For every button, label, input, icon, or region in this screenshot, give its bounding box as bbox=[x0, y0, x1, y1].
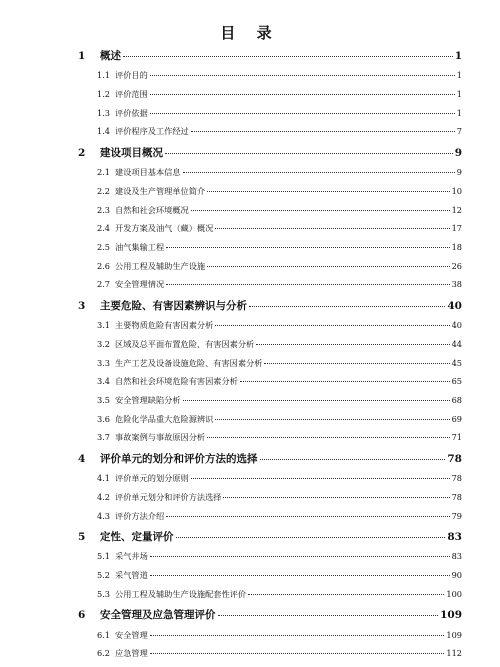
toc-entry-number: 2.2 bbox=[97, 185, 111, 196]
toc-entry-number: 2.3 bbox=[97, 204, 111, 215]
toc-entry-number: 6 bbox=[78, 609, 86, 622]
toc-leader-dots bbox=[248, 594, 444, 595]
toc-leader-dots bbox=[166, 247, 449, 248]
toc-leader-dots bbox=[150, 575, 450, 576]
toc-entry-page: 38 bbox=[451, 279, 462, 290]
toc-leader-dots bbox=[150, 94, 455, 95]
toc-entry-number: 5 bbox=[78, 531, 86, 544]
toc-entry-number: 1.3 bbox=[97, 107, 111, 118]
toc-section-entry[interactable] bbox=[78, 320, 462, 339]
toc-leader-dots bbox=[240, 381, 450, 382]
toc-leader-dots bbox=[165, 153, 453, 154]
toc-section-entry[interactable] bbox=[78, 279, 462, 298]
toc-entry-page: 9 bbox=[456, 167, 462, 178]
toc-entry-page: 112 bbox=[446, 648, 462, 659]
toc-entry-number: 3.2 bbox=[97, 338, 111, 349]
toc-chapter-entry[interactable] bbox=[78, 607, 462, 629]
toc-entry-title: 评价依据 bbox=[115, 107, 148, 118]
toc-entry-number: 4.2 bbox=[97, 491, 111, 502]
toc-section-entry[interactable] bbox=[78, 648, 462, 667]
toc-entry-number: 2.1 bbox=[97, 167, 111, 178]
toc-entry-title: 开发方案及油气（藏）概况 bbox=[115, 223, 214, 234]
toc-entry-page: 9 bbox=[454, 146, 462, 159]
toc-entry-number: 4.1 bbox=[97, 473, 111, 484]
toc-entry-title: 区域及总平面布置危险、有害因素分析 bbox=[115, 338, 255, 349]
toc-section-entry[interactable] bbox=[78, 205, 462, 224]
toc-entry-number: 3.5 bbox=[97, 394, 111, 405]
toc-entry-page: 71 bbox=[451, 432, 462, 443]
toc-entry-page: 78 bbox=[451, 473, 462, 484]
toc-entry-page: 69 bbox=[451, 413, 462, 424]
toc-entry-number: 3.6 bbox=[97, 413, 111, 424]
toc-entry-title: 危险化学品重大危险源辨识 bbox=[115, 413, 214, 424]
toc-entry-page: 65 bbox=[451, 376, 462, 387]
toc-section-entry[interactable] bbox=[78, 511, 462, 530]
toc-leader-dots bbox=[249, 306, 445, 307]
toc-entry-title: 采气井场 bbox=[115, 551, 148, 562]
toc-leader-dots bbox=[150, 75, 455, 76]
toc-entry-page: 45 bbox=[451, 357, 462, 368]
toc-title: 目 录 bbox=[220, 24, 280, 42]
toc-leader-dots bbox=[183, 400, 450, 401]
toc-section-entry[interactable] bbox=[78, 186, 462, 205]
toc-leader-dots bbox=[183, 172, 455, 173]
toc-entry-page: 83 bbox=[447, 531, 462, 544]
toc-section-entry[interactable] bbox=[78, 551, 462, 570]
toc-section-entry[interactable] bbox=[78, 589, 462, 608]
toc-entry-title: 安全管理缺陷分析 bbox=[115, 394, 181, 405]
toc-entry-number: 2 bbox=[78, 146, 86, 159]
toc-entry-title: 评价单元的划分原则 bbox=[115, 473, 189, 484]
toc-chapter-entry[interactable] bbox=[78, 298, 462, 320]
toc-leader-dots bbox=[166, 516, 449, 517]
toc-leader-dots bbox=[207, 437, 450, 438]
toc-entry-page: 109 bbox=[446, 629, 462, 640]
toc-entry-number: 4.3 bbox=[97, 510, 111, 521]
toc-leader-dots bbox=[218, 615, 439, 616]
toc-entry-page: 40 bbox=[447, 299, 462, 312]
toc-leader-dots bbox=[191, 478, 450, 479]
toc-section-entry[interactable] bbox=[78, 70, 462, 89]
toc-entry-number: 3.4 bbox=[97, 376, 111, 387]
toc-section-entry[interactable] bbox=[78, 376, 462, 395]
toc-entry-title: 评价程序及工作经过 bbox=[115, 126, 189, 137]
toc-section-entry[interactable] bbox=[78, 570, 462, 589]
toc-entry-page: 100 bbox=[446, 588, 462, 599]
toc-entry-title: 建设及生产管理单位简介 bbox=[115, 185, 206, 196]
toc-entry-title: 主要物质危险有害因素分析 bbox=[115, 320, 214, 331]
toc-entry-title: 评价范围 bbox=[115, 88, 148, 99]
toc-section-entry[interactable] bbox=[78, 395, 462, 414]
toc-entry-page: 26 bbox=[451, 260, 462, 271]
toc-entry-page: 12 bbox=[451, 204, 462, 215]
toc-entry-title: 评价目的 bbox=[115, 70, 148, 81]
toc-leader-dots bbox=[176, 537, 446, 538]
toc-entry-title: 应急管理 bbox=[115, 648, 148, 659]
toc-entry-page: 7 bbox=[456, 126, 462, 137]
toc-entry-page: 1 bbox=[456, 107, 462, 118]
toc-leader-dots bbox=[207, 191, 450, 192]
toc-section-entry[interactable] bbox=[78, 432, 462, 451]
toc-entry-page: 78 bbox=[451, 491, 462, 502]
toc-entry-page: 68 bbox=[451, 394, 462, 405]
toc-leader-dots bbox=[191, 131, 455, 132]
toc-section-entry[interactable] bbox=[78, 108, 462, 127]
toc-entry-title: 自然和社会环境危险有害因素分析 bbox=[115, 376, 238, 387]
toc-entry-number: 2.5 bbox=[97, 241, 111, 252]
toc-chapter-entry[interactable] bbox=[78, 145, 462, 167]
toc-entry-title: 安全管理及应急管理评价 bbox=[100, 609, 216, 622]
toc-entry-title: 建设项目概况 bbox=[100, 146, 163, 159]
toc-section-entry[interactable] bbox=[78, 473, 462, 492]
toc-entry-title: 概述 bbox=[100, 50, 121, 62]
toc-entry-title: 事故案例与事故原因分析 bbox=[115, 432, 206, 443]
toc-entry-number: 4 bbox=[78, 452, 86, 465]
toc-leader-dots bbox=[150, 113, 455, 114]
toc-entry-number: 6.2 bbox=[97, 648, 111, 659]
toc-chapter-entry[interactable] bbox=[78, 529, 462, 551]
toc-entry-title: 安全管理 bbox=[115, 629, 148, 640]
toc-entry-page: 17 bbox=[451, 223, 462, 234]
toc-entry-number: 1 bbox=[78, 50, 86, 62]
toc-entry-number: 2.6 bbox=[97, 260, 111, 271]
toc-leader-dots bbox=[150, 653, 445, 654]
toc-entry-title: 公用工程及辅助生产设施 bbox=[115, 260, 206, 271]
toc-entry-number: 1.4 bbox=[97, 126, 111, 137]
toc-entry-page: 18 bbox=[451, 241, 462, 252]
toc-entry-number: 6.1 bbox=[97, 629, 111, 640]
toc-entry-page: 90 bbox=[451, 570, 462, 581]
toc-leader-dots bbox=[191, 210, 450, 211]
toc-entry-title: 生产工艺及设备设施危险、有害因素分析 bbox=[115, 357, 263, 368]
toc-section-entry[interactable] bbox=[78, 492, 462, 511]
toc-entry-number: 3.1 bbox=[97, 320, 111, 331]
toc-entry-title: 自然和社会环境概况 bbox=[115, 204, 189, 215]
toc-leader-dots bbox=[260, 459, 446, 460]
toc-entry-number: 3 bbox=[78, 299, 86, 312]
toc-section-entry[interactable] bbox=[78, 414, 462, 433]
toc-entry-title: 油气集输工程 bbox=[115, 241, 165, 252]
toc-leader-dots bbox=[150, 635, 445, 636]
toc-entry-page: 1 bbox=[456, 70, 462, 81]
toc-entry-number: 1.1 bbox=[97, 70, 111, 81]
toc-section-entry[interactable] bbox=[78, 167, 462, 186]
toc-leader-dots bbox=[264, 363, 449, 364]
toc-entry-title: 建设项目基本信息 bbox=[115, 167, 181, 178]
toc-entry-page: 78 bbox=[447, 452, 462, 465]
toc-entry-number: 5.1 bbox=[97, 551, 111, 562]
toc-section-entry[interactable] bbox=[78, 630, 462, 649]
toc-entry-number: 2.4 bbox=[97, 223, 111, 234]
toc-leader-dots bbox=[256, 344, 449, 345]
toc-entry-page: 1 bbox=[454, 50, 462, 62]
toc-entry-title: 安全管理情况 bbox=[115, 279, 165, 290]
toc-entry-title: 评价方法介绍 bbox=[115, 510, 165, 521]
toc-entry-title: 公用工程及辅助生产设施配套性评价 bbox=[115, 588, 247, 599]
toc-entry-page: 44 bbox=[451, 338, 462, 349]
toc-entry-number: 1.2 bbox=[97, 88, 111, 99]
toc-entry-number: 5.3 bbox=[97, 588, 111, 599]
toc-entry-title: 主要危险、有害因素辨识与分析 bbox=[100, 299, 247, 312]
toc-entry-number: 3.7 bbox=[97, 432, 111, 443]
toc-entry-title: 采气管道 bbox=[115, 570, 148, 581]
toc-section-entry[interactable] bbox=[78, 223, 462, 242]
toc-leader-dots bbox=[215, 325, 449, 326]
toc-section-entry[interactable] bbox=[78, 126, 462, 145]
toc-entry-page: 109 bbox=[440, 609, 462, 622]
toc-chapter-entry[interactable] bbox=[78, 451, 462, 473]
toc-section-entry[interactable] bbox=[78, 89, 462, 108]
toc-leader-dots bbox=[207, 266, 450, 267]
toc-entry-title: 评价单元的划分和评价方法的选择 bbox=[100, 452, 258, 465]
toc-entry-title: 评价单元划分和评价方法选择 bbox=[115, 491, 222, 502]
toc-section-entry[interactable] bbox=[78, 242, 462, 261]
toc-entry-page: 79 bbox=[451, 510, 462, 521]
toc-leader-dots bbox=[215, 419, 449, 420]
toc-entry-page: 83 bbox=[451, 551, 462, 562]
toc-leader-dots bbox=[150, 556, 450, 557]
toc-leader-dots bbox=[223, 497, 449, 498]
table-of-contents bbox=[78, 48, 462, 667]
toc-entry-number: 5.2 bbox=[97, 570, 111, 581]
toc-section-entry[interactable] bbox=[78, 339, 462, 358]
toc-entry-page: 10 bbox=[451, 185, 462, 196]
toc-section-entry[interactable] bbox=[78, 261, 462, 280]
toc-leader-dots bbox=[166, 284, 449, 285]
toc-entry-page: 1 bbox=[456, 88, 462, 99]
toc-leader-dots bbox=[215, 228, 449, 229]
toc-entry-number: 2.7 bbox=[97, 279, 111, 290]
toc-entry-page: 40 bbox=[451, 320, 462, 331]
toc-entry-title: 定性、定量评价 bbox=[100, 531, 174, 544]
toc-chapter-entry[interactable] bbox=[78, 48, 462, 70]
toc-section-entry[interactable] bbox=[78, 358, 462, 377]
toc-entry-number: 3.3 bbox=[97, 357, 111, 368]
toc-leader-dots bbox=[123, 56, 453, 57]
